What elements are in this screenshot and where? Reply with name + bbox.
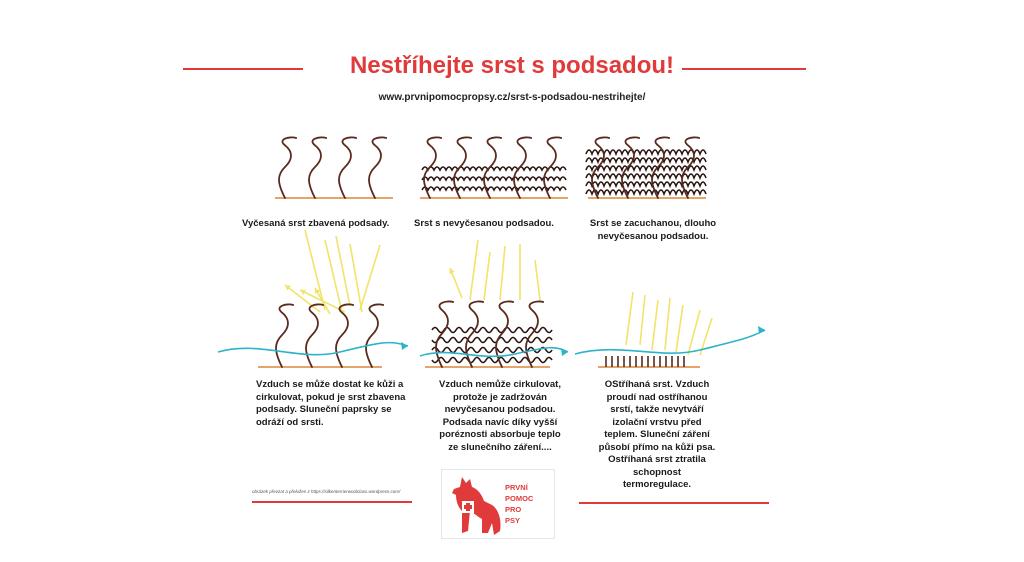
logo-text-line: PSY	[505, 516, 521, 525]
caption-panel-2: Srst s nevyčesanou podsadou.	[414, 218, 554, 229]
guard-hair	[592, 137, 609, 198]
guard-hair	[369, 137, 386, 198]
guard-hair	[496, 301, 513, 367]
sun-ray	[360, 245, 380, 310]
caption-line: Podsada navíc díky vyšší	[442, 416, 558, 428]
caption-line: cirkulovat, pokud je srst zbavena	[256, 391, 406, 403]
caption-line: Vzduch nemůže cirkulovat,	[439, 379, 561, 390]
logo-text-line: PRVNÍ	[505, 483, 528, 492]
sun-ray	[484, 252, 490, 300]
guard-hair	[652, 137, 669, 198]
caption-panel-5	[420, 379, 580, 454]
guard-hair	[526, 301, 543, 367]
logo-text-line: PRO	[505, 505, 522, 514]
caption-line: teplem. Sluneční záření	[604, 429, 710, 440]
source-url: www.prvnipomocpropsy.cz/srst-s-podsadou-nestrihejte/	[378, 92, 646, 103]
guard-hair	[279, 137, 296, 198]
sun-ray	[652, 300, 658, 350]
caption-line: nevyčesanou podsadou.	[597, 230, 709, 242]
guard-hair	[276, 304, 293, 367]
air-arrow-panel-1	[218, 343, 408, 355]
air-arrowhead	[561, 348, 568, 356]
sun-rays	[285, 230, 712, 355]
image-credit: obrázek převzat a přeložen z https://silkenterrierwoolclass.wordpress.com/	[252, 489, 401, 494]
footer-left-rule	[252, 501, 412, 503]
caption-line: poréznosti absorbuje teplo	[439, 429, 561, 440]
clipped-hair	[606, 356, 684, 367]
caption-line: odráží od srsti.	[256, 416, 324, 428]
undercoat-scribble	[586, 174, 706, 178]
sun-ray	[688, 310, 700, 355]
caption-line: izolační vrstvu před	[612, 416, 702, 428]
guard-hair	[309, 137, 326, 198]
undercoat-scribbles	[422, 150, 706, 363]
caption-panel-4	[256, 379, 405, 429]
guard-hair	[436, 301, 453, 367]
guard-hair	[306, 304, 323, 367]
sun-ray	[470, 240, 478, 300]
page-title: Nestříhejte srst s podsadou!	[349, 52, 675, 79]
logo	[441, 469, 555, 539]
guard-hair	[366, 304, 383, 367]
air-arrowhead	[758, 326, 765, 334]
caption-line: OStříhaná srst. Vzduch	[604, 379, 710, 390]
air-arrow-panel-3	[575, 330, 765, 354]
undercoat-scribble	[422, 167, 566, 170]
sun-ray	[535, 260, 540, 300]
guard-hair	[339, 137, 356, 198]
undercoat-scribble	[432, 338, 552, 343]
dog-logo-icon	[448, 471, 508, 537]
sun-ray	[676, 305, 683, 352]
guard-hair	[622, 137, 639, 198]
caption-line: Srst se zacuchanou, dlouho	[589, 218, 717, 229]
undercoat-scribble	[586, 190, 706, 194]
sun-ray	[626, 292, 633, 345]
caption-line: podsady. Sluneční paprsky se	[256, 404, 392, 415]
logo-text-line: POMOC	[505, 494, 534, 503]
guard-hair	[336, 304, 353, 367]
caption-line: protože je zadržován	[453, 391, 547, 403]
air-arrowhead	[401, 342, 408, 350]
caption-line: nevyčesanou podsadou.	[444, 404, 556, 415]
caption-line: ze slunečního záření....	[448, 441, 552, 453]
caption-line: schopnost	[632, 466, 682, 478]
sun-ray	[640, 295, 645, 345]
sun-ray	[350, 244, 362, 312]
caption-line: Ostříhaná srst ztratila	[608, 454, 706, 465]
caption-panel-6	[582, 379, 732, 492]
caption-line: termoregulace.	[622, 479, 692, 490]
guard-hair	[682, 137, 699, 198]
caption-line: proudí nad ostříhanou	[606, 391, 708, 403]
caption-line: srstí, takže nevytváří	[610, 404, 704, 415]
undercoat-scribble	[432, 358, 552, 363]
caption-line: působí přímo na kůži psa.	[598, 441, 716, 453]
guard-hair	[466, 301, 483, 367]
sun-ray	[500, 246, 505, 300]
sun-ray	[665, 298, 670, 350]
caption-panel-3	[583, 218, 723, 243]
undercoat-scribble	[586, 182, 706, 186]
footer-right-rule	[579, 502, 769, 504]
caption-panel-1: Vyčesaná srst zbavená podsady.	[242, 218, 390, 229]
caption-line: Vzduch se může dostat ke kůži a	[256, 379, 404, 390]
undercoat-scribble	[422, 187, 566, 190]
